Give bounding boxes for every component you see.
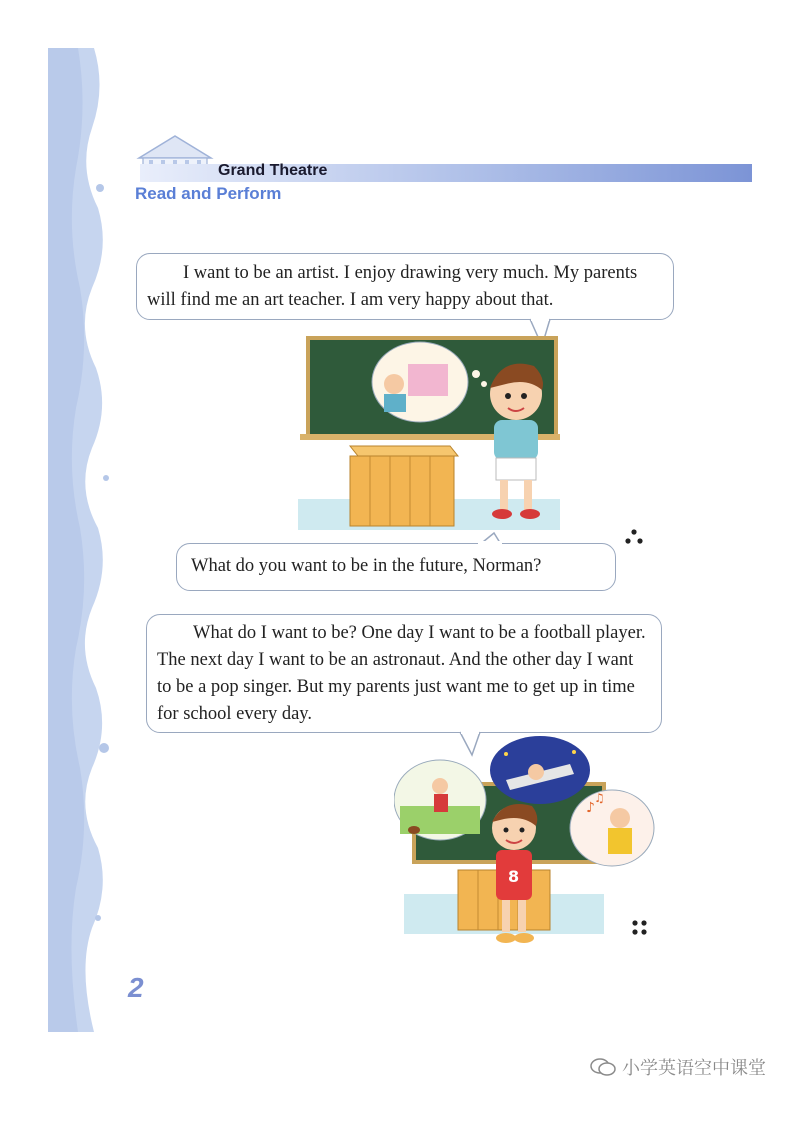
page-number: 2 bbox=[128, 972, 144, 1003]
speech-text-question: What do you want to be in the future, Norman? bbox=[191, 556, 542, 576]
svg-text:♫: ♫ bbox=[594, 791, 605, 805]
speech-bubble-question bbox=[176, 543, 616, 591]
wechat-icon bbox=[590, 1057, 616, 1077]
decorative-dots-four bbox=[630, 918, 650, 938]
boy-dreaming-of-careers-icon bbox=[394, 734, 656, 948]
speech-bubble-answer bbox=[146, 614, 662, 733]
svg-text:♪: ♪ bbox=[586, 800, 595, 816]
speech-text-artist: I want to be an artist. I enjoy drawing very much. My parents will find me an art teacher. I am very happy about that. bbox=[147, 263, 638, 310]
decorative-dots-three bbox=[624, 528, 644, 546]
speech-text-answer: What do I want to be? One day I want to be a football player. The next day I want to be an astronaut. And the other day I want to be a pop singer. But my parents just want me to get up in time for school every day. bbox=[157, 623, 646, 724]
boy-dreaming-of-painting-icon bbox=[298, 334, 560, 530]
watermark-text: 小学英语空中课堂 bbox=[622, 1058, 766, 1079]
jersey-number: 8 bbox=[508, 867, 520, 886]
tail-cover bbox=[478, 541, 502, 547]
speech-bubble-artist bbox=[136, 253, 674, 320]
decorative-side-strip bbox=[48, 48, 110, 1032]
section-title: Grand Theatre bbox=[218, 162, 328, 179]
section-subtitle: Read and Perform bbox=[135, 184, 282, 203]
watermark bbox=[590, 1054, 766, 1080]
